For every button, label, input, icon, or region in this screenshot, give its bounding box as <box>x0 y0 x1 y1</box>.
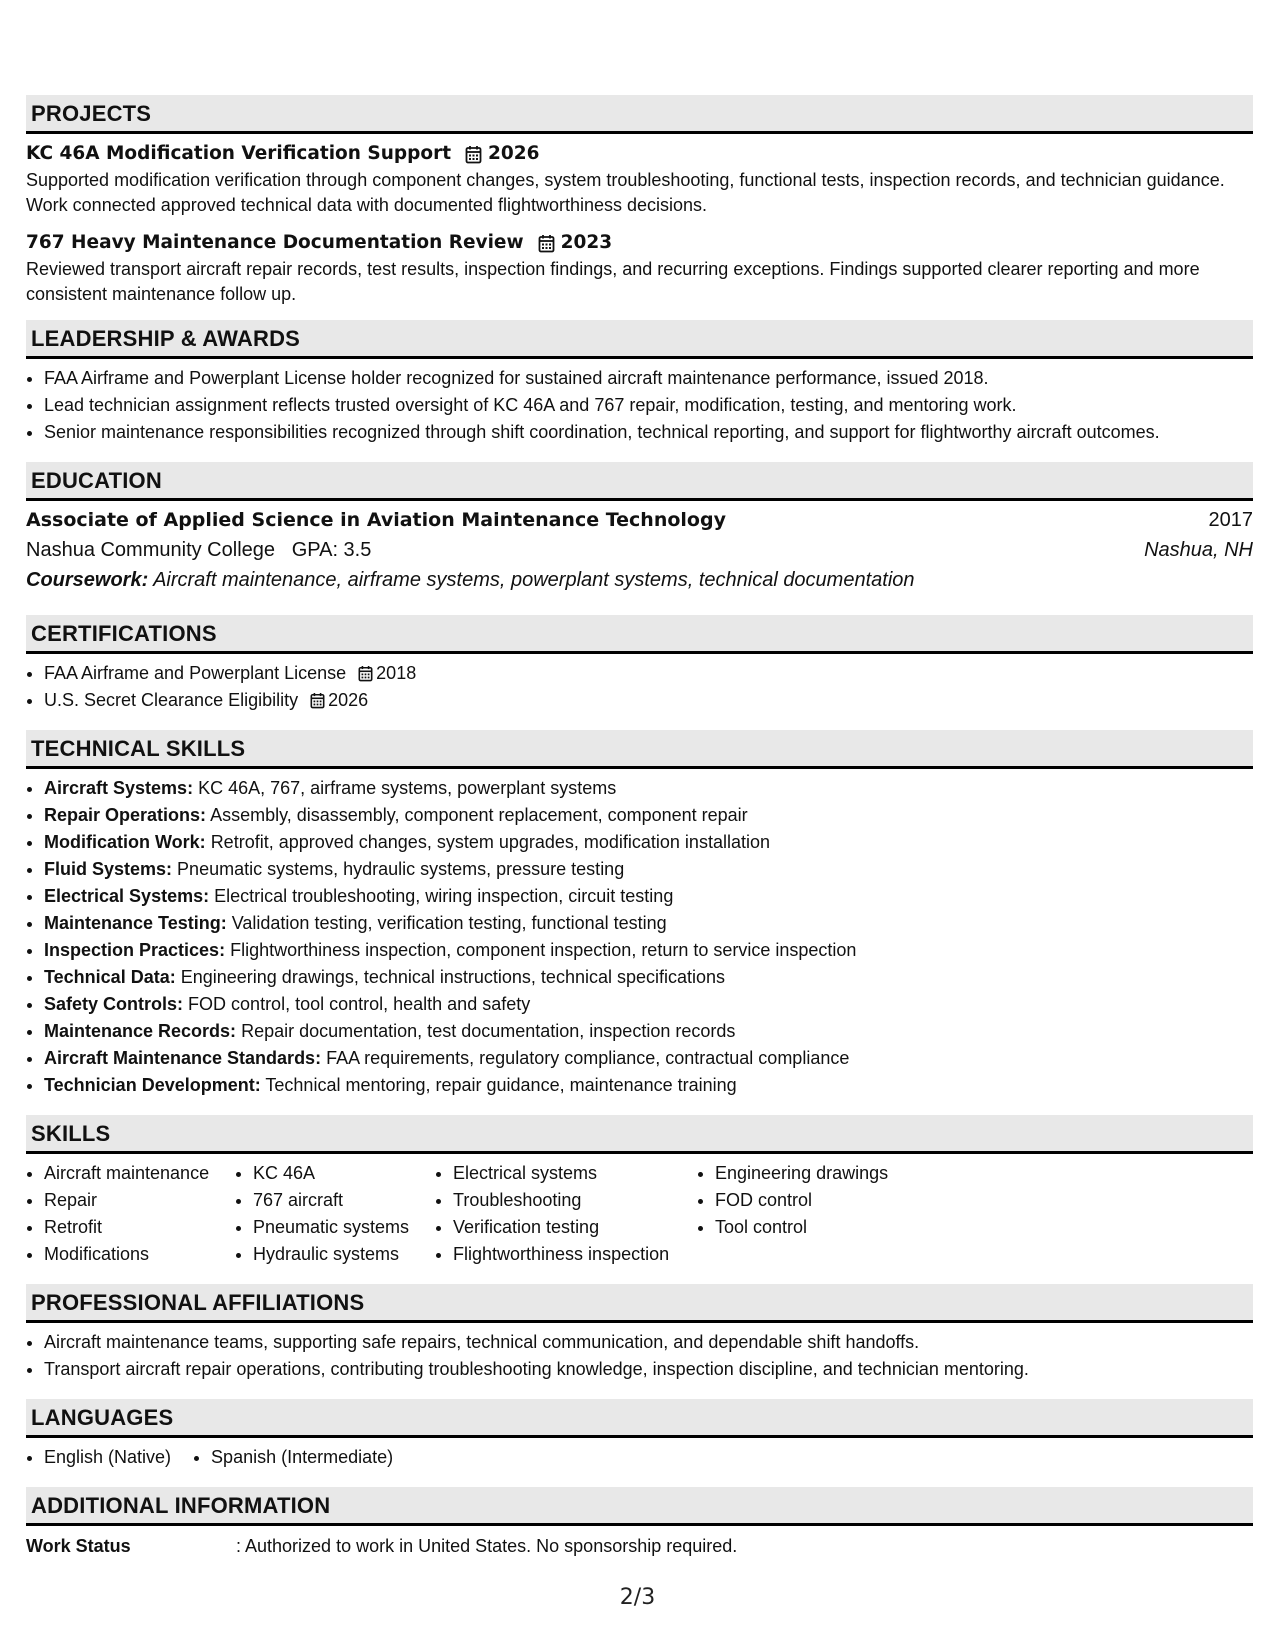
skill-chip: • 767 aircraft <box>253 1187 435 1214</box>
affiliations-section <box>26 1284 1253 1383</box>
skill-chip: • FOD control <box>715 1187 935 1214</box>
skills-column <box>235 1160 435 1268</box>
project-title: KC 46A Modification Verification Support <box>26 143 452 164</box>
calendar-icon <box>310 692 325 709</box>
skill-item <box>44 775 1253 802</box>
additional-info-body <box>26 1526 1253 1560</box>
section-heading: ADDITIONAL INFORMATION <box>26 1487 1253 1526</box>
skill-chip: • Troubleshooting <box>453 1187 697 1214</box>
skill-value: Assembly, disassembly, component replacement, component repair <box>210 805 748 825</box>
languages-body <box>26 1438 1253 1471</box>
skill-item <box>44 1072 1253 1099</box>
skill-chip: • Hydraulic systems <box>253 1241 435 1268</box>
resume-page <box>26 95 1253 1576</box>
skill-label: Electrical Systems: <box>44 886 210 906</box>
skill-value: Repair documentation, test documentation, inspection records <box>241 1021 736 1041</box>
project-description: Reviewed transport aircraft repair records, test results, inspection findings, and recurring exceptions. Findings supported clearer reporting and more consistent maintenance follow up. <box>26 259 1200 304</box>
education-section <box>26 462 1253 595</box>
list-item: • FAA Airframe and Powerplant License holder recognized for sustained aircraft maintenance performance, issued 2018. <box>44 365 1253 392</box>
project-date: 2023 <box>560 232 613 253</box>
education-degree-row <box>26 505 1253 535</box>
project-entry <box>26 229 1253 306</box>
skill-value: FOD control, tool control, health and safety <box>188 994 531 1014</box>
section-heading: EDUCATION <box>26 462 1253 501</box>
affiliations-body <box>26 1323 1253 1383</box>
info-value: : Authorized to work in United States. No sponsorship required. <box>236 1536 738 1556</box>
certification-date: 2018 <box>376 663 417 683</box>
certification-date: 2026 <box>328 690 369 710</box>
school-location: Nashua, NH <box>1144 539 1253 561</box>
skill-item <box>44 937 1253 964</box>
skill-value: Technical mentoring, repair guidance, maintenance training <box>265 1075 737 1095</box>
section-heading: CERTIFICATIONS <box>26 615 1253 654</box>
skill-value: Pneumatic systems, hydraulic systems, pressure testing <box>177 859 625 879</box>
project-title: 767 Heavy Maintenance Documentation Review <box>26 232 524 253</box>
section-heading: PROJECTS <box>26 95 1253 134</box>
skill-value: FAA requirements, regulatory compliance, contractual compliance <box>326 1048 850 1068</box>
language-item: • Spanish (Intermediate) <box>211 1444 393 1471</box>
skill-label: Maintenance Testing: <box>44 913 227 933</box>
gpa: GPA: 3.5 <box>291 539 372 561</box>
skill-item <box>44 991 1253 1018</box>
technical-skills-section <box>26 730 1253 1099</box>
degree-title: Associate of Applied Science in Aviation Maintenance Technology <box>26 509 726 531</box>
projects-section <box>26 95 1253 306</box>
graduation-year: 2017 <box>1208 509 1253 531</box>
skill-item <box>44 802 1253 829</box>
skill-chip: • Pneumatic systems <box>253 1214 435 1241</box>
languages-section <box>26 1399 1253 1471</box>
skill-item <box>44 964 1253 991</box>
calendar-icon <box>358 665 373 682</box>
project-entry <box>26 140 1253 217</box>
skill-value: Validation testing, verification testing, functional testing <box>231 913 667 933</box>
skill-label: Fluid Systems: <box>44 859 173 879</box>
section-heading: SKILLS <box>26 1115 1253 1154</box>
skill-chip: • Aircraft maintenance <box>44 1160 235 1187</box>
skill-value: Flightworthiness inspection, component inspection, return to service inspection <box>230 940 857 960</box>
skill-label: Aircraft Maintenance Standards: <box>44 1048 322 1068</box>
skills-section <box>26 1115 1253 1268</box>
skill-chip: • KC 46A <box>253 1160 435 1187</box>
skill-item <box>44 883 1253 910</box>
skill-chip: • Flightworthiness inspection <box>453 1241 697 1268</box>
list-item: • Senior maintenance responsibilities recognized through shift coordination, technical reporting, and support for flightworthy aircraft outcomes. <box>44 419 1253 446</box>
skill-label: Aircraft Systems: <box>44 778 194 798</box>
skill-chip: • Retrofit <box>44 1214 235 1241</box>
skill-item <box>44 1045 1253 1072</box>
skill-chip: • Repair <box>44 1187 235 1214</box>
skills-grid <box>26 1154 1253 1268</box>
skills-column <box>697 1160 935 1268</box>
skill-chip: • Tool control <box>715 1214 935 1241</box>
projects-body <box>26 134 1253 306</box>
skills-column <box>26 1160 235 1268</box>
language-item: • English (Native) <box>44 1444 171 1471</box>
skill-label: Repair Operations: <box>44 805 207 825</box>
list-item: • Lead technician assignment reflects trusted oversight of KC 46A and 767 repair, modification, testing, and mentoring work. <box>44 392 1253 419</box>
project-date: 2026 <box>488 143 540 164</box>
school-name: Nashua Community College <box>26 539 276 561</box>
education-school-row <box>26 535 1253 565</box>
certification-name: • U.S. Secret Clearance Eligibility <box>44 690 299 710</box>
certification-item <box>44 660 1253 687</box>
calendar-icon <box>465 145 482 164</box>
certification-name: • FAA Airframe and Powerplant License <box>44 663 347 683</box>
project-description: Supported modification verification through component changes, system troubleshooting, functional tests, inspection records, and technician guidance. Work connected approved technical data with documented flightworthiness decisions. <box>26 170 1225 215</box>
certification-item <box>44 687 1253 714</box>
skills-column <box>435 1160 697 1268</box>
list-item: • Aircraft maintenance teams, supporting safe repairs, technical communication, and dependable shift handoffs. <box>44 1329 1253 1356</box>
coursework-label: Coursework: <box>26 569 149 591</box>
project-title-row <box>26 229 1253 257</box>
coursework <box>26 565 915 595</box>
skill-value: Retrofit, approved changes, system upgrades, modification installation <box>210 832 770 852</box>
additional-info-section <box>26 1487 1253 1560</box>
section-heading: PROFESSIONAL AFFILIATIONS <box>26 1284 1253 1323</box>
section-heading: TECHNICAL SKILLS <box>26 730 1253 769</box>
skill-label: Technical Data: <box>44 967 176 987</box>
certifications-section <box>26 615 1253 714</box>
coursework-text: Aircraft maintenance, airframe systems, powerplant systems, technical documentation <box>153 569 915 591</box>
skill-label: Maintenance Records: <box>44 1021 237 1041</box>
project-title-row <box>26 140 1253 168</box>
work-status-row <box>26 1532 1253 1560</box>
calendar-icon <box>538 234 555 253</box>
leadership-body <box>26 359 1253 446</box>
skill-chip: • Verification testing <box>453 1214 697 1241</box>
skill-item <box>44 1018 1253 1045</box>
skill-label: Inspection Practices: <box>44 940 226 960</box>
skill-item <box>44 856 1253 883</box>
skill-item <box>44 910 1253 937</box>
skill-chip: • Modifications <box>44 1241 235 1268</box>
skill-value: Engineering drawings, technical instructions, technical specifications <box>180 967 726 987</box>
section-heading: LANGUAGES <box>26 1399 1253 1438</box>
skill-chip: • Engineering drawings <box>715 1160 935 1187</box>
certifications-body <box>26 654 1253 714</box>
skill-label: Modification Work: <box>44 832 206 852</box>
coursework-row <box>26 565 1253 595</box>
list-item: • Transport aircraft repair operations, contributing troubleshooting knowledge, inspection discipline, and technician mentoring. <box>44 1356 1253 1383</box>
technical-skills-body <box>26 769 1253 1099</box>
skill-value: Electrical troubleshooting, wiring inspection, circuit testing <box>214 886 674 906</box>
leadership-section <box>26 320 1253 446</box>
skill-item <box>44 829 1253 856</box>
education-body <box>26 501 1253 595</box>
skill-label: Safety Controls: <box>44 994 184 1014</box>
info-label: Work Status <box>26 1536 131 1556</box>
skill-value: KC 46A, 767, airframe systems, powerplant systems <box>198 778 617 798</box>
page-number: 2/3 <box>619 1585 656 1610</box>
school-info <box>26 535 371 565</box>
skill-label: Technician Development: <box>44 1075 261 1095</box>
section-heading: LEADERSHIP & AWARDS <box>26 320 1253 359</box>
skill-chip: • Electrical systems <box>453 1160 697 1187</box>
